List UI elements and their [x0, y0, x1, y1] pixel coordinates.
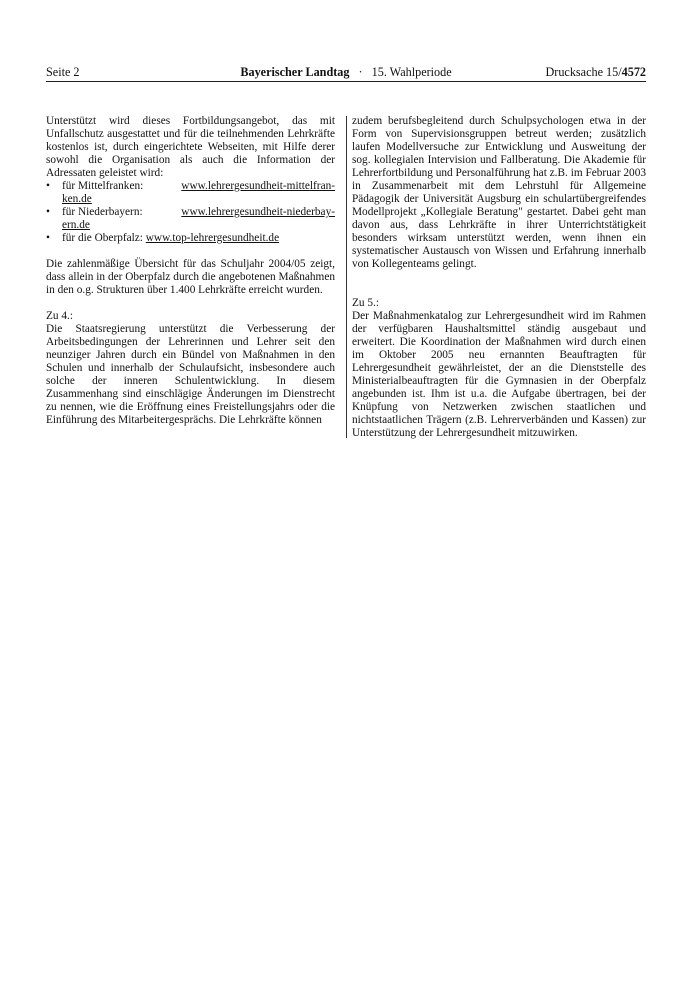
bullet-icon: •: [46, 232, 50, 244]
page-header: [46, 64, 646, 80]
zu4-paragraph: Die Staatsregierung unterstützt die Verbesserung der Arbeitsbedingungen der Lehrerinnen und Lehrer seit den neunziger Jahren durch ein Bündel von Maßnahmen in den Schulen und innerhalb der Schulaufsicht, insbesondere auch solche der inneren Schulentwicklung. In diesem Zusammenhang sind einschlägige Änderungen im Dienstrecht zu nennen, wie die Eröffnung eines Freistellungsjahrs oder die Einführung des Mitarbeitergesprächs. Die Lehrkräfte können: [46, 323, 335, 426]
column-divider: [346, 116, 347, 438]
header-rule: [46, 81, 646, 82]
continuation-paragraph: zudem berufsbegleitend durch Schulpsychologen etwa in der Form von Supervisionsgruppen betreut werden; zusätzlich laufen Modellversuche zur Entwicklung und Ausweitung der sog. kollegialen Intervision und Fallberatung. Die Akademie für Lehrerfortbildung und Personalführung hat z.B. im Februar 2003 in Zusammenarbeit mit dem Lehrstuhl für Allgemeine Pädagogik der Universität Augsburg ein schulartübergreifendes Modellprojekt „Kollegiale Beratung" gestartet. Dabei geht man davon aus, dass Lehrkräfte in ihrer Unterrichtstätigkeit besonders wirksam unterstützt werden, wenn ihnen ein systematischer Austausch von Wissen und Erfahrung innerhalb von Kollegenteams gelingt.: [352, 115, 646, 270]
section-heading-zu5: Zu 5.:: [352, 297, 379, 309]
page-number: Seite 2: [46, 65, 80, 79]
zu5-paragraph: Der Maßnahmenkatalog zur Lehrergesundheit wird im Rahmen der verfügbaren Haushaltsmittel ständig ausgebaut und erweitert. Die Koordination der Maßnahmen wird durch einen im Oktober 2005 neu ernannten Beauftragten für Lehrergesundheit gewährleistet, der an die Dienststelle des Ministerialbeauftragten für die Gymnasien in der Oberpfalz angebunden ist. Ihm ist u.a. die Aufgabe übertragen, bei der Knüpfung von Netzwerken zwischen staatlichen und nichtstaatlichen Trägern (z.B. Lehrerverbänden und Kassen) zur Unterstützung der Lehrergesundheit mitzuwirken.: [352, 310, 646, 439]
website-link-mittelfranken-cont[interactable]: ken.de: [62, 193, 92, 205]
document-reference: [545, 64, 646, 80]
section-heading-zu4: Zu 4.:: [46, 310, 73, 322]
list-item: [46, 180, 335, 206]
website-link-mittelfranken[interactable]: www.lehrergesundheit-mittelfran-: [181, 180, 335, 192]
document-number: 4572: [621, 65, 646, 79]
website-link-niederbayern[interactable]: www.lehrergesundheit-niederbay-: [181, 206, 335, 218]
list-item: [46, 206, 335, 232]
document-prefix: Drucksache 15/: [545, 65, 622, 79]
website-list: [46, 180, 335, 245]
bullet-icon: •: [46, 180, 50, 192]
right-column: [352, 115, 646, 440]
left-column: [46, 115, 335, 427]
header-separator: ·: [358, 65, 363, 79]
legislative-period: 15. Wahlperiode: [371, 65, 452, 79]
list-item: [46, 232, 335, 245]
bullet-icon: •: [46, 206, 50, 218]
intro-paragraph: Unterstützt wird dieses Fortbildungsangebot, das mit Unfallschutz ausgestattet und für die teilnehmenden Lehrkräfte kostenlos ist, durch eingerichtete Webseiten, mit Hilfe derer sowohl die Organisation als auch die Information der Adressaten geleistet wird:: [46, 115, 335, 179]
parliament-name: Bayerischer Landtag: [240, 65, 350, 79]
overview-paragraph: Die zahlenmäßige Übersicht für das Schuljahr 2004/05 zeigt, dass allein in der Oberpfalz durch die angebotenen Maßnahmen in den o.g. Strukturen über 1.400 Lehrkräfte erreicht wurden.: [46, 258, 335, 296]
list-item-label: für Mittelfranken:: [62, 180, 144, 192]
list-item-label: für Niederbayern:: [62, 206, 143, 218]
list-item-label: für die Oberpfalz:: [62, 232, 143, 244]
website-link-oberpfalz[interactable]: www.top-lehrergesundheit.de: [145, 232, 280, 244]
website-link-niederbayern-cont[interactable]: ern.de: [62, 219, 90, 231]
